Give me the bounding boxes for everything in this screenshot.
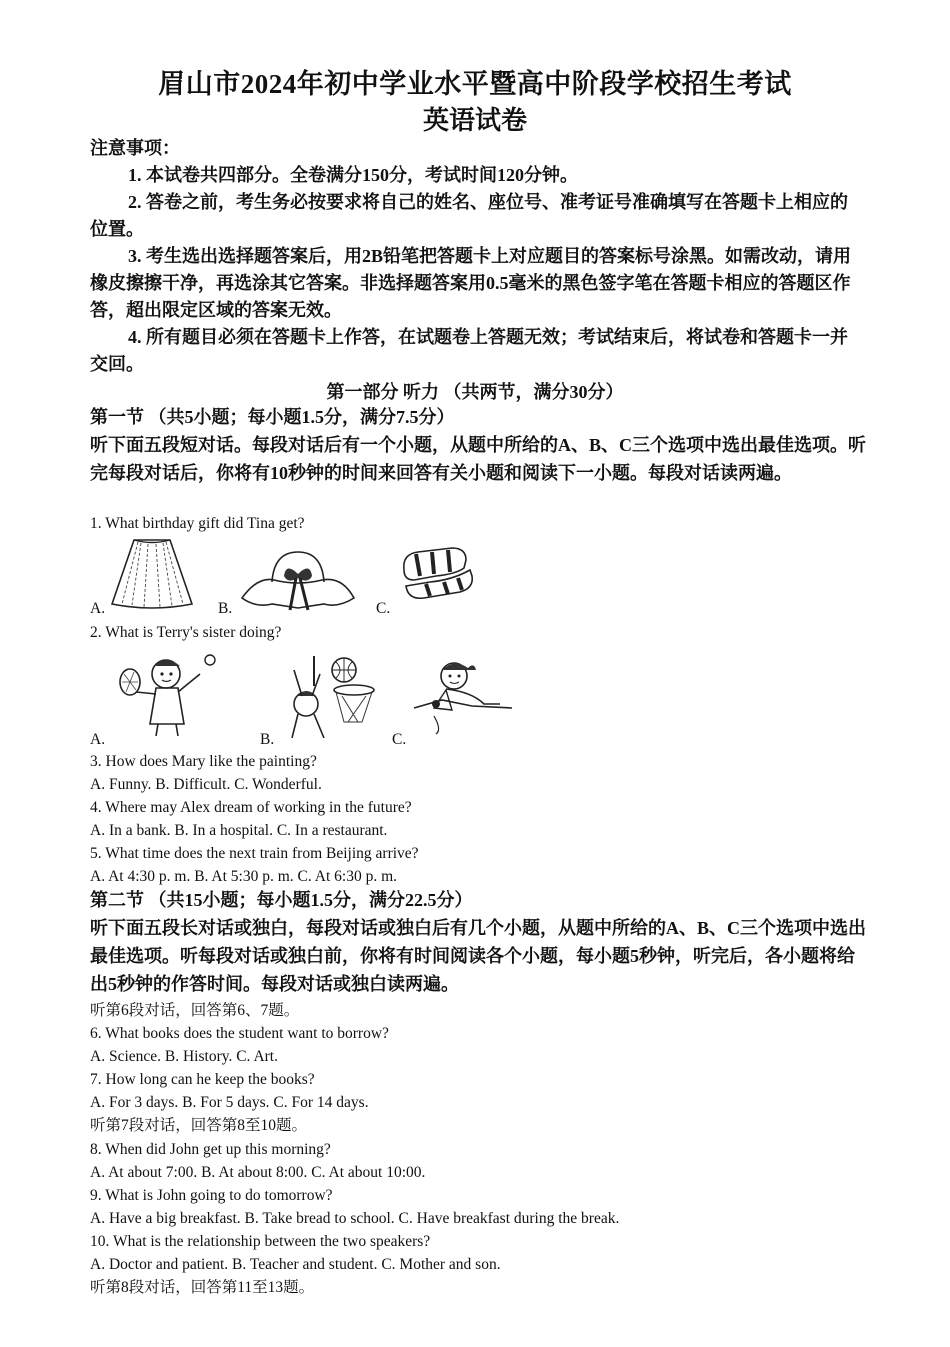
question-7: 7. How long can he keep the books?	[90, 1071, 315, 1088]
option-2a: A.	[90, 731, 106, 748]
option-1b: B.	[218, 600, 233, 617]
question-6-options: A. Science. B. History. C. Art.	[90, 1048, 278, 1065]
question-8-options: A. At about 7:00. B. At about 8:00. C. At about 10:00.	[90, 1164, 426, 1181]
tennis-player-icon	[116, 652, 224, 738]
option-2c: C.	[392, 731, 407, 748]
question-9: 9. What is John going to do tomorrow?	[90, 1187, 333, 1204]
skirt-icon	[108, 536, 196, 610]
notice-item-2: 2. 答卷之前，考生务必按要求将自己的姓名、座位号、准考证号准确填写在答题卡上相应的位置。	[90, 192, 848, 239]
part1-heading: 第一部分 听力 （共两节，满分30分）	[326, 382, 624, 402]
question-9-options: A. Have a big breakfast. B. Take bread to school. C. Have breakfast during the break.	[90, 1210, 620, 1227]
notice-heading: 注意事项：	[90, 138, 180, 158]
dialogue-8-note: 听第8段对话，回答第11至13题。	[90, 1279, 315, 1296]
exam-subtitle: 英语试卷	[422, 106, 527, 135]
exam-title: 眉山市2024年初中学业水平暨高中阶段学校招生考试	[158, 69, 792, 99]
question-1: 1. What birthday gift did Tina get?	[90, 515, 305, 532]
section2-heading: 第二节 （共15小题；每小题1.5分，满分22.5分）	[90, 890, 473, 910]
question-6: 6. What books does the student want to borrow?	[90, 1025, 389, 1042]
dialogue-7-note: 听第7段对话，回答第8至10题。	[90, 1117, 308, 1134]
question-10: 10. What is the relationship between the two speakers?	[90, 1233, 431, 1250]
question-10-options: A. Doctor and patient. B. Teacher and student. C. Mother and son.	[90, 1256, 501, 1273]
option-1c: C.	[376, 600, 391, 617]
basketball-player-icon	[284, 656, 380, 738]
option-1a: A.	[90, 600, 106, 617]
section1-instruction: 听下面五段短对话。每段对话后有一个小题，从题中所给的A、B、C三个选项中选出最佳选项。听完每段对话后，你将有10秒钟的时间来回答有关小题和阅读下一小题。每段对话读两遍。	[90, 435, 866, 483]
section2-instruction: 听下面五段长对话或独白，每段对话或独白后有几个小题，从题中所给的A、B、C三个选项中选出最佳选项。听每段对话或独白前，你将有时间阅读各个小题，每小题5秒钟，听完后，各小题将给出5秒钟的作答时间。每段对话或独白读两遍。	[90, 918, 866, 994]
question-7-options: A. For 3 days. B. For 5 days. C. For 14 days.	[90, 1094, 369, 1111]
question-2: 2. What is Terry's sister doing?	[90, 624, 282, 641]
section1-block	[90, 403, 870, 487]
question-5-options: A. At 4:30 p. m. B. At 5:30 p. m. C. At 6:30 p. m.	[90, 868, 398, 885]
girl-drawing-icon	[412, 656, 516, 736]
question-3: 3. How does Mary like the painting?	[90, 753, 317, 770]
section2-block	[90, 886, 870, 998]
question-4: 4. Where may Alex dream of working in the future?	[90, 799, 412, 816]
hat-icon	[238, 548, 358, 616]
question-3-options: A. Funny. B. Difficult. C. Wonderful.	[90, 776, 322, 793]
notice-item-1: 1. 本试卷共四部分。全卷满分150分，考试时间120分钟。	[128, 165, 578, 185]
notice-item-3: 3. 考生选出选择题答案后，用2B铅笔把答题卡上对应题目的答案标号涂黑。如需改动，请用橡皮擦擦干净，再选涂其它答案。非选择题答案用0.5毫米的黑色签字笔在答题卡相应的答题区作答，超出限定区域的答案无效。	[90, 246, 852, 320]
question-5: 5. What time does the next train from Beijing arrive?	[90, 845, 419, 862]
sandals-icon	[396, 540, 478, 606]
question-4-options: A. In a bank. B. In a hospital. C. In a restaurant.	[90, 822, 388, 839]
option-2b: B.	[260, 731, 275, 748]
notice-item-4: 4. 所有题目必须在答题卡上作答，在试题卷上答题无效；考试结束后，将试卷和答题卡一并交回。	[90, 327, 848, 374]
section1-heading: 第一节 （共5小题；每小题1.5分，满分7.5分）	[90, 407, 455, 427]
notice-block	[90, 135, 865, 378]
dialogue-6-note: 听第6段对话，回答第6、7题。	[90, 1002, 300, 1019]
question-8: 8. When did John get up this morning?	[90, 1141, 331, 1158]
